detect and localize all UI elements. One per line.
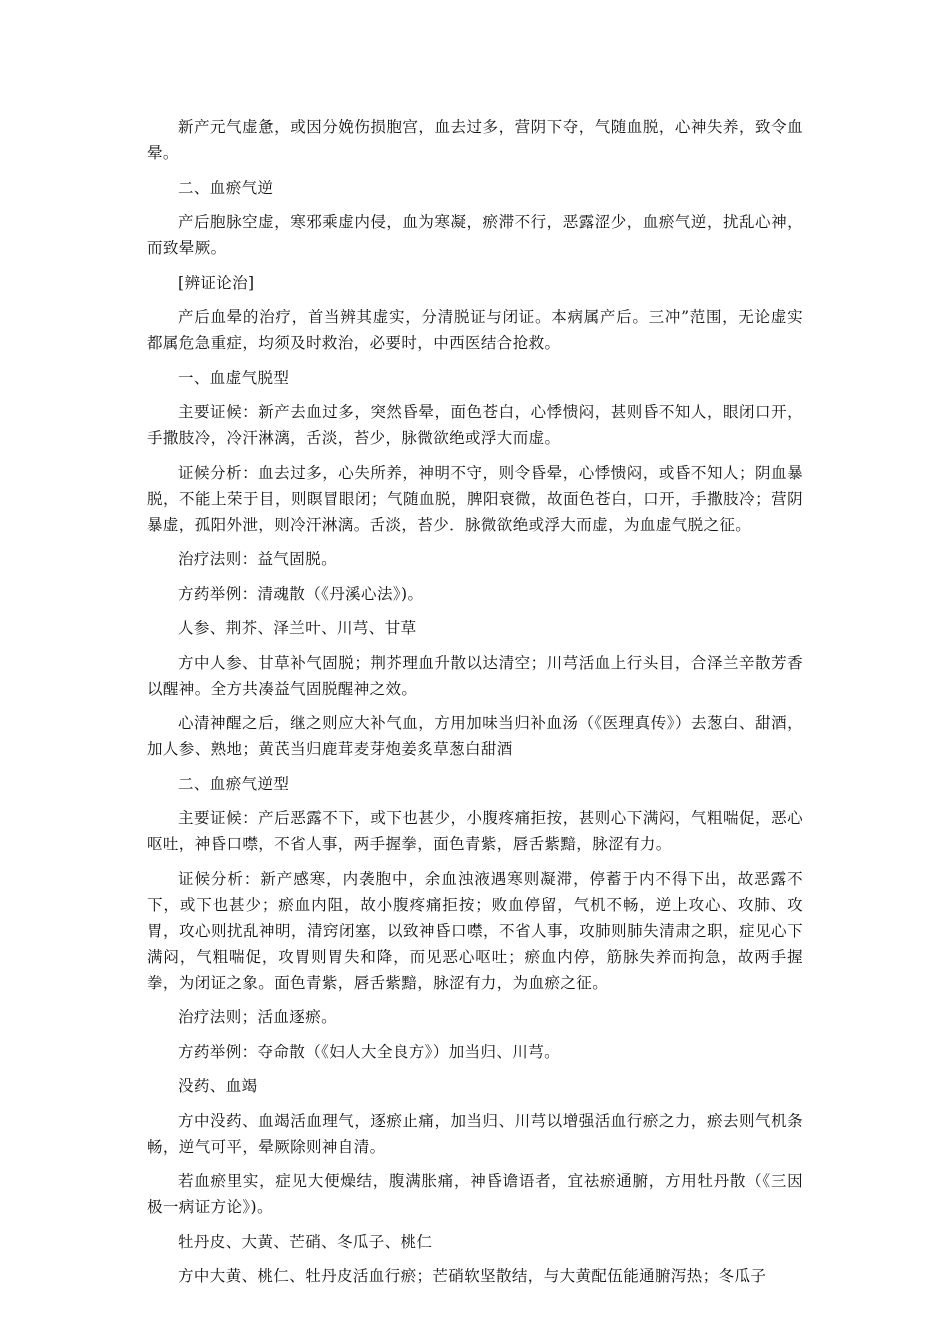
paragraph-syndrome-analysis-1: 证候分析：血去过多，心失所养，神明不守，则令昏晕，心悸愦闷，或昏不知人；阴血暴脱，不能上荣于目，则瞑冒眼闭；气随血脱，脾阳衰微，故面色苍白，口开，手撒肢冷；营阴暴虚，孤阳外泄，则冷汗淋漓。舌淡，苔少．脉微欲绝或浮大而虚，为血虚气脱之征。 (147, 463, 803, 534)
paragraph-main-symptoms-1: 主要证候：新产去血过多，突然昏晕，面色苍白，心悸愦闷，甚则昏不知人，眼闭口开，手撒肢冷，冷汗淋漓，舌淡，苔少，脉微欲绝或浮大而虚。 (147, 403, 803, 447)
heading-blood-stasis-qi-reversal: 二、血瘀气逆 (178, 178, 274, 197)
heading-blood-deficiency-type: 一、血虚气脱型 (178, 368, 290, 387)
paragraph-formula-explanation-3: 方中大黄、桃仁、牡丹皮活血行瘀；芒硝软坚散结，与大黄配伍能通腑泻热；冬瓜子 (178, 1267, 767, 1285)
paragraph-herbs-1: 人参、荆芥、泽兰叶、川芎、甘草 (178, 619, 417, 637)
heading-syndrome-differentiation: [辨证论治] (178, 273, 255, 292)
heading-blood-stasis-type: 二、血瘀气逆型 (178, 774, 290, 793)
paragraph-prescription-1: 方药举例：清魂散（《丹溪心法》)。 (178, 584, 424, 603)
paragraph-main-symptoms-2: 主要证候：产后恶露不下，或下也甚少，小腹疼痛拒按，甚则心下满闷，气粗喘促，恶心呕吐，神昏口噤，不省人事，两手握拳，面色青紫，唇舌紫黯，脉涩有力。 (147, 809, 803, 853)
paragraph-cause-cold-invasion: 产后胞脉空虚，寒邪乘虚内侵，血为寒凝，瘀滞不行，恶露涩少，血瘀气逆，扰乱心神，而致晕厥。 (147, 213, 803, 257)
paragraph-therapy-1: 治疗法则：益气固脱。 (178, 550, 338, 568)
paragraph-treatment-principle: 产后血晕的治疗，首当辨其虚实，分清脱证与闭证。本病属产后。三冲”范围，无论虚实都属危急重症，均须及时救治，必要时，中西医结合抢救。 (147, 308, 803, 352)
paragraph-prescription-2: 方药举例：夺命散（《妇人大全良方》）加当归、川芎。 (178, 1042, 561, 1061)
paragraph-variation-excess: 若血瘀里实，症见大便燥结，腹满胀痛，神昏谵语者，宜祛瘀通腑，方用牡丹散（《三因极一病证方论》)。 (147, 1172, 803, 1216)
paragraph-formula-explanation-1: 方中人参、甘草补气固脱；荆芥理血升散以达清空；川芎活血上行头目，合泽兰辛散芳香以醒神。全方共凑益气固脱醒神之效。 (147, 653, 803, 698)
paragraph-therapy-2: 治疗法则；活血逐瘀。 (178, 1008, 338, 1026)
paragraph-formula-explanation-2: 方中没药、血竭活血理气，逐瘀止痛，加当归、川芎以增强活血行瘀之力，瘀去则气机条畅，逆气可平，晕厥除则神自清。 (147, 1111, 803, 1156)
paragraph-follow-up-1: 心清神醒之后，继之则应大补气血，方用加味当归补血汤（《医理真传》）去葱白、甜酒，加人参、熟地；黄芪当归鹿茸麦芽炮姜炙草葱白甜酒 (147, 714, 803, 758)
paragraph-herbs-3: 牡丹皮、大黄、芒硝、冬瓜子、桃仁 (178, 1232, 433, 1251)
paragraph-cause-qi-deficiency: 新产元气虚惫，或因分娩伤损胞宫，血去过多，营阴下夺，气随血脱，心神失养，致令血晕。 (147, 118, 803, 162)
paragraph-syndrome-analysis-2: 证候分析：新产感寒，内袭胞中，余血浊液遇寒则凝滞，停蓄于内不得下出，故恶露不下，或下也甚少；瘀血内阻，故小腹疼痛拒按；败血停留，气机不畅，逆上攻心、攻肺、攻胃，攻心则扰乱神明，清窍闭塞，以致神昏口噤，不省人事，攻肺则肺失清肃之职，症见心下满闷，气粗喘促，攻胃则胃失和降，而见恶心呕吐；瘀血内停，筋脉失养而拘急，故两手握拳，为闭证之象。面色青紫，唇舌紫黯，脉涩有力，为血瘀之征。 (147, 869, 803, 992)
paragraph-herbs-2: 没药、血竭 (178, 1077, 258, 1095)
document-page (147, 114, 803, 1298)
